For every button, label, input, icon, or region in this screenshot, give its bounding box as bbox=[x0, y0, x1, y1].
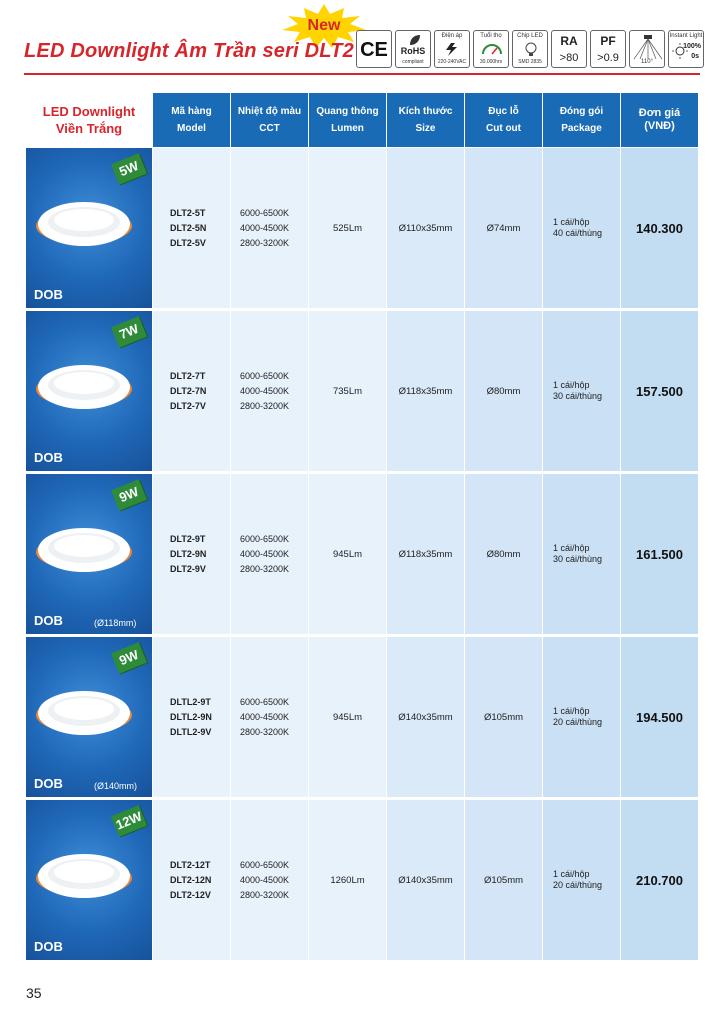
table-row bbox=[26, 636, 702, 797]
package-cell bbox=[542, 799, 620, 960]
downlight-product-image bbox=[34, 196, 134, 252]
size-cell: Ø110x35mm bbox=[386, 147, 464, 308]
package-box: 1 cái/hộp bbox=[553, 869, 590, 879]
lifetime-badge bbox=[473, 30, 509, 68]
col-model-vn: Mã hàng bbox=[171, 106, 212, 117]
instant-caption: Instant Light bbox=[669, 33, 703, 39]
cct-value: 4000-4500K bbox=[240, 874, 290, 885]
category-header bbox=[26, 93, 152, 147]
voltage-caption: Điện áp bbox=[441, 33, 463, 39]
downlight-product-image bbox=[34, 848, 134, 904]
lifetime-caption: Tuổi thọ bbox=[480, 33, 502, 39]
col-lumen-vn: Quang thông bbox=[316, 106, 379, 117]
chip-value: SMD 2835 bbox=[518, 59, 542, 65]
table-row bbox=[26, 147, 702, 308]
pf-label: PF bbox=[600, 34, 616, 48]
package-cell bbox=[542, 147, 620, 308]
cutout-cell: Ø80mm bbox=[464, 310, 542, 471]
cct-value: 2800-3200K bbox=[240, 400, 290, 411]
price-cell: 140.300 bbox=[620, 147, 698, 308]
cutout-cell: Ø105mm bbox=[464, 636, 542, 797]
package-cell bbox=[542, 473, 620, 634]
beam-angle-icon bbox=[630, 33, 665, 61]
package-box: 1 cái/hộp bbox=[553, 543, 590, 553]
model-code: DLT2-5T bbox=[170, 207, 206, 218]
ra-badge bbox=[551, 30, 587, 68]
cct-cell bbox=[230, 636, 308, 797]
leaf-icon bbox=[396, 33, 431, 47]
model-code: DLT2-12N bbox=[170, 874, 212, 885]
package-box: 1 cái/hộp bbox=[553, 706, 590, 716]
lifetime-value: 30.000hrs bbox=[479, 59, 503, 65]
ra-value: >80 bbox=[559, 52, 579, 64]
cct-cell bbox=[230, 473, 308, 634]
category-line1: LED Downlight bbox=[42, 104, 136, 119]
product-image-cell bbox=[26, 636, 152, 797]
price-cell: 161.500 bbox=[620, 473, 698, 634]
price-cell: 194.500 bbox=[620, 636, 698, 797]
lumen-cell: 525Lm bbox=[308, 147, 386, 308]
col-cutout-en: Cut out bbox=[486, 123, 521, 134]
model-code: DLTL2-9V bbox=[170, 726, 212, 737]
ra-label: RA bbox=[560, 34, 578, 48]
model-code: DLTL2-9T bbox=[170, 696, 211, 707]
col-size-vn: Kích thước bbox=[398, 106, 453, 117]
wattage-tag: 5W bbox=[111, 153, 147, 185]
cct-value: 6000-6500K bbox=[240, 533, 290, 544]
cct-value: 6000-6500K bbox=[240, 696, 290, 707]
size-cell: Ø118x35mm bbox=[386, 310, 464, 471]
certification-badges bbox=[356, 30, 704, 68]
gauge-icon bbox=[474, 42, 509, 56]
cct-cell bbox=[230, 799, 308, 960]
table-header bbox=[26, 93, 702, 147]
product-image-cell bbox=[26, 147, 152, 308]
model-code: DLT2-12T bbox=[170, 859, 211, 870]
lumen-cell: 1260Lm bbox=[308, 799, 386, 960]
title-divider bbox=[24, 73, 700, 75]
cct-cell bbox=[230, 147, 308, 308]
col-cutout-vn: Đục lỗ bbox=[488, 106, 519, 117]
chip-type-label: DOB bbox=[34, 939, 63, 954]
lumen-cell: 735Lm bbox=[308, 310, 386, 471]
col-package-en: Package bbox=[561, 123, 602, 134]
lightning-icon bbox=[435, 42, 470, 56]
product-image-cell bbox=[26, 799, 152, 960]
package-cell bbox=[542, 636, 620, 797]
downlight-product-image bbox=[34, 522, 134, 578]
package-carton: 40 cái/thùng bbox=[553, 228, 603, 238]
ce-badge bbox=[356, 30, 392, 68]
model-cell bbox=[152, 310, 230, 471]
col-model bbox=[152, 93, 230, 147]
pf-value: >0.9 bbox=[597, 52, 619, 64]
table-row bbox=[26, 799, 702, 960]
wattage-tag: 9W bbox=[111, 642, 147, 674]
col-size bbox=[386, 93, 464, 147]
model-cell bbox=[152, 799, 230, 960]
size-cell: Ø140x35mm bbox=[386, 799, 464, 960]
chip-badge bbox=[512, 30, 548, 68]
chip-caption: Chip LED bbox=[517, 33, 543, 39]
page-header bbox=[0, 0, 724, 90]
col-lumen-en: Lumen bbox=[331, 123, 364, 134]
page-title: LED Downlight Âm Trần seri DLT2 bbox=[24, 40, 354, 62]
col-cutout bbox=[464, 93, 542, 147]
package-box: 1 cái/hộp bbox=[553, 217, 590, 227]
package-cell bbox=[542, 310, 620, 471]
table-row bbox=[26, 310, 702, 471]
model-code: DLT2-9V bbox=[170, 563, 206, 574]
cct-value: 4000-4500K bbox=[240, 711, 290, 722]
instant-light-badge bbox=[668, 30, 704, 68]
model-cell bbox=[152, 636, 230, 797]
product-image-cell bbox=[26, 310, 152, 471]
diameter-note: (Ø140mm) bbox=[94, 781, 138, 791]
chip-type-label: DOB bbox=[34, 776, 63, 791]
model-code: DLT2-7N bbox=[170, 385, 207, 396]
col-lumen bbox=[308, 93, 386, 147]
col-package bbox=[542, 93, 620, 147]
rohs-badge bbox=[395, 30, 431, 68]
package-carton: 30 cái/thùng bbox=[553, 391, 603, 401]
wattage-tag: 7W bbox=[111, 316, 147, 348]
model-code: DLT2-12V bbox=[170, 889, 211, 900]
cct-value: 6000-6500K bbox=[240, 859, 290, 870]
voltage-badge bbox=[434, 30, 470, 68]
cutout-cell: Ø74mm bbox=[464, 147, 542, 308]
model-code: DLT2-5N bbox=[170, 222, 207, 233]
package-carton: 30 cái/thùng bbox=[553, 554, 603, 564]
model-code: DLT2-9N bbox=[170, 548, 207, 559]
cct-value: 6000-6500K bbox=[240, 207, 290, 218]
pf-badge bbox=[590, 30, 626, 68]
cct-cell bbox=[230, 310, 308, 471]
col-price bbox=[620, 93, 698, 147]
beam-angle-badge bbox=[629, 30, 665, 68]
col-cct-vn: Nhiệt độ màu bbox=[237, 106, 302, 117]
cct-value: 2800-3200K bbox=[240, 237, 290, 248]
wattage-tag: 9W bbox=[111, 479, 147, 511]
size-cell: Ø118x35mm bbox=[386, 473, 464, 634]
col-price-en: (VNĐ) bbox=[644, 120, 675, 132]
table-row bbox=[26, 473, 702, 634]
model-code: DLT2-9T bbox=[170, 533, 206, 544]
chip-type-label: DOB bbox=[34, 287, 63, 302]
col-price-vn: Đơn giá bbox=[638, 107, 681, 119]
downlight-product-image bbox=[34, 359, 134, 415]
lumen-cell: 945Lm bbox=[308, 473, 386, 634]
cct-value: 2800-3200K bbox=[240, 889, 290, 900]
bulb-icon bbox=[513, 42, 548, 56]
lumen-cell: 945Lm bbox=[308, 636, 386, 797]
col-cct-en: CCT bbox=[259, 123, 280, 134]
model-cell bbox=[152, 473, 230, 634]
cutout-cell: Ø80mm bbox=[464, 473, 542, 634]
model-code: DLT2-7V bbox=[170, 400, 206, 411]
col-cct bbox=[230, 93, 308, 147]
col-package-vn: Đóng gói bbox=[559, 106, 604, 117]
rohs-label: RoHS bbox=[400, 46, 426, 56]
chip-type-label: DOB bbox=[34, 613, 63, 628]
package-carton: 20 cái/thùng bbox=[553, 880, 603, 890]
cct-value: 4000-4500K bbox=[240, 548, 290, 559]
package-carton: 20 cái/thùng bbox=[553, 717, 603, 727]
page-number: 35 bbox=[26, 985, 42, 1001]
product-image-cell bbox=[26, 473, 152, 634]
model-code: DLTL2-9N bbox=[170, 711, 212, 722]
cutout-cell: Ø105mm bbox=[464, 799, 542, 960]
model-code: DLT2-5V bbox=[170, 237, 206, 248]
model-code: DLT2-7T bbox=[170, 370, 206, 381]
chip-type-label: DOB bbox=[34, 450, 63, 465]
col-size-en: Size bbox=[415, 123, 436, 134]
cct-value: 4000-4500K bbox=[240, 385, 290, 396]
ce-mark: CE bbox=[360, 39, 388, 61]
package-box: 1 cái/hộp bbox=[553, 380, 590, 390]
wattage-tag: 12W bbox=[111, 805, 147, 837]
cct-value: 2800-3200K bbox=[240, 726, 290, 737]
rohs-sub: compliant bbox=[402, 59, 424, 65]
voltage-value: 220-240VAC bbox=[437, 59, 467, 65]
diameter-note: (Ø118mm) bbox=[94, 618, 137, 628]
downlight-product-image bbox=[34, 685, 134, 741]
instant-sub: 0s bbox=[691, 53, 699, 60]
instant-value: 100% bbox=[683, 43, 701, 50]
price-cell: 210.700 bbox=[620, 799, 698, 960]
col-model-en: Model bbox=[177, 123, 206, 134]
cct-value: 4000-4500K bbox=[240, 222, 290, 233]
new-label: New bbox=[307, 17, 341, 34]
price-cell: 157.500 bbox=[620, 310, 698, 471]
category-line2: Viền Trắng bbox=[55, 121, 123, 136]
model-cell bbox=[152, 147, 230, 308]
cct-value: 6000-6500K bbox=[240, 370, 290, 381]
cct-value: 2800-3200K bbox=[240, 563, 290, 574]
size-cell: Ø140x35mm bbox=[386, 636, 464, 797]
beam-angle-value: 110° bbox=[641, 59, 653, 65]
